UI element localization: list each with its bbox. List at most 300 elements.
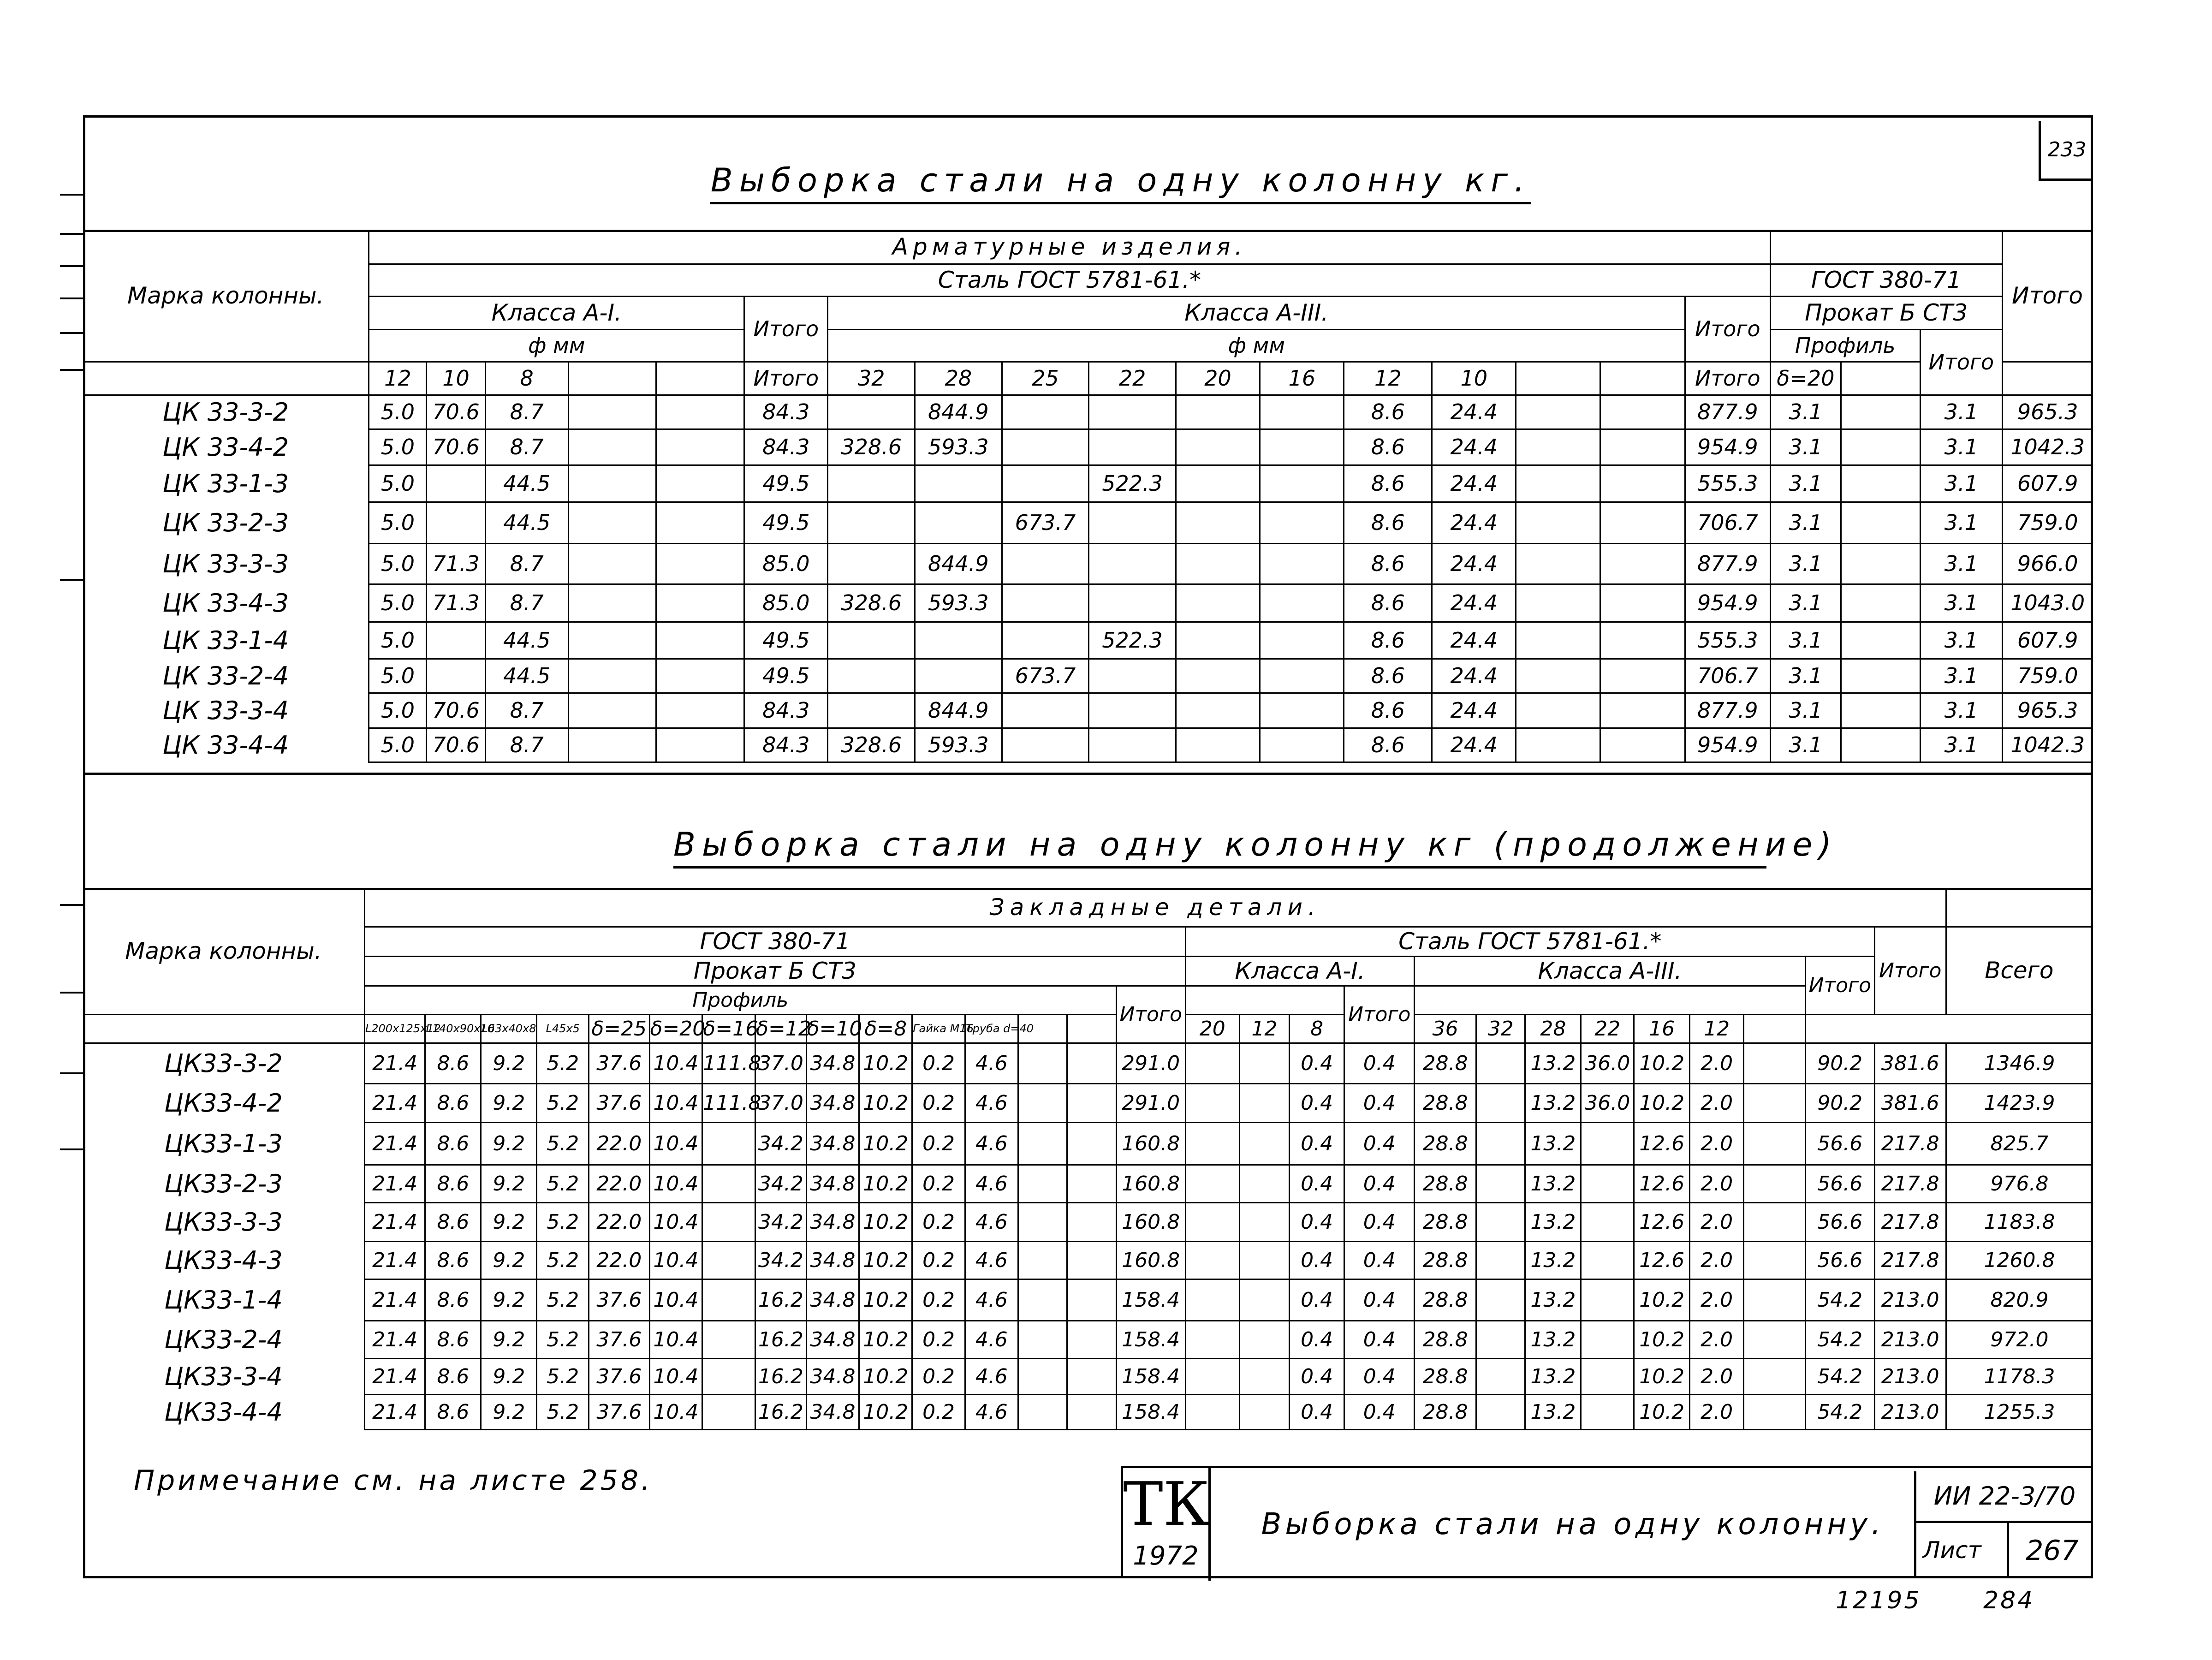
col-header-mark: Марка колонны. <box>83 889 364 1014</box>
table-cell <box>1600 502 1685 543</box>
diam-cell: 32 <box>1476 1014 1525 1043</box>
table-cell <box>1516 395 1600 429</box>
table-cell <box>1002 622 1089 659</box>
row-mark: ЦК33-1-3 <box>83 1122 364 1165</box>
table-cell: 54.2 <box>1805 1321 1874 1358</box>
table-cell: 4.6 <box>965 1321 1018 1358</box>
row-mark: ЦК33-2-3 <box>83 1165 364 1202</box>
document-code: ИИ 22-3/70 <box>1914 1471 2093 1523</box>
table-cell: 3.1 <box>1770 465 1841 502</box>
diam-cell: 25 <box>1002 362 1089 395</box>
table-cell: 0.2 <box>912 1083 965 1122</box>
table-cell: 21.4 <box>364 1122 425 1165</box>
table-cell <box>1841 659 1921 693</box>
table-cell: 0.4 <box>1290 1321 1344 1358</box>
diam-cell: 8 <box>485 362 568 395</box>
table-cell: 0.4 <box>1290 1083 1344 1122</box>
table-cell <box>702 1241 755 1279</box>
margin-tick <box>60 265 83 267</box>
table-cell: 28.8 <box>1415 1043 1476 1083</box>
table-cell: 54.2 <box>1805 1279 1874 1321</box>
table-cell: 966.0 <box>2002 543 2092 584</box>
table-cell: 213.0 <box>1874 1394 1946 1429</box>
col-header-diam-a1: ф мм <box>369 329 744 362</box>
profile-col: L45x5 <box>537 1014 589 1043</box>
table-cell: 8.6 <box>1344 728 1432 762</box>
table-cell: 34.2 <box>755 1122 807 1165</box>
table-cell: 0.4 <box>1344 1165 1415 1202</box>
table-cell: 158.4 <box>1116 1394 1185 1429</box>
table-cell <box>915 659 1002 693</box>
table-cell: 10.2 <box>859 1321 912 1358</box>
table-cell <box>1516 659 1600 693</box>
table-cell: 10.4 <box>649 1279 702 1321</box>
table-cell <box>1239 1122 1290 1165</box>
diam-cell <box>1600 362 1685 395</box>
diam-cell: 12 <box>1239 1014 1290 1043</box>
table-cell <box>1581 1394 1634 1429</box>
table-cell: 9.2 <box>481 1202 537 1241</box>
empty-cell <box>83 1014 364 1043</box>
table-cell: 8.6 <box>1344 502 1432 543</box>
col-header-steel: Сталь ГОСТ 5781-61.* <box>1185 927 1874 956</box>
table-cell: 5.0 <box>369 543 427 584</box>
table-cell: 49.5 <box>744 465 828 502</box>
table-cell: 37.6 <box>589 1394 649 1429</box>
table-row <box>83 728 2093 762</box>
table-cell: 954.9 <box>1685 728 1770 762</box>
table-cell <box>1841 395 1921 429</box>
table-cell: 0.4 <box>1290 1043 1344 1083</box>
table-cell: 13.2 <box>1525 1122 1581 1165</box>
table-cell: 8.6 <box>425 1279 481 1321</box>
table-cell: 3.1 <box>1770 728 1841 762</box>
row-mark: ЦК33-3-2 <box>83 1043 364 1083</box>
table-cell: 44.5 <box>485 465 568 502</box>
row-mark: ЦК 33-3-2 <box>83 395 369 429</box>
table-cell: 10.2 <box>859 1202 912 1241</box>
table-cell <box>1185 1394 1239 1429</box>
table-cell: 24.4 <box>1432 622 1516 659</box>
table-cell: 3.1 <box>1920 502 2002 543</box>
table-cell: 5.2 <box>537 1394 589 1429</box>
table-cell <box>1600 693 1685 728</box>
table-cell: 1178.3 <box>1946 1358 2092 1394</box>
table-cell: 8.7 <box>485 584 568 622</box>
table-cell: 9.2 <box>481 1321 537 1358</box>
table-cell: 10.2 <box>1634 1358 1690 1394</box>
table-cell <box>828 395 915 429</box>
table-cell: 2.0 <box>1690 1083 1744 1122</box>
table-cell <box>656 584 744 622</box>
diam-cell: 36 <box>1415 1014 1476 1043</box>
table-row <box>83 1165 2093 1202</box>
row-mark: ЦК33-4-4 <box>83 1394 364 1429</box>
table-cell: 12.6 <box>1634 1165 1690 1202</box>
table-cell: 8.6 <box>1344 659 1432 693</box>
diam-cell: 16 <box>1634 1014 1690 1043</box>
table-cell <box>1067 1241 1116 1279</box>
table-cell <box>1476 1358 1525 1394</box>
col-header-itogo: Итого <box>1874 927 1946 1014</box>
table-cell: 381.6 <box>1874 1083 1946 1122</box>
table-cell: 965.3 <box>2002 693 2092 728</box>
table-cell <box>1600 622 1685 659</box>
col-header-subtotal-a3-2: Итого <box>1685 362 1770 395</box>
table-cell: 10.2 <box>1634 1321 1690 1358</box>
table-cell <box>1089 659 1176 693</box>
table-cell: 71.3 <box>427 543 485 584</box>
table-cell <box>1516 465 1600 502</box>
table-cell: 5.2 <box>537 1279 589 1321</box>
table-cell: 3.1 <box>1920 659 2002 693</box>
table-cell: 3.1 <box>1920 395 2002 429</box>
table-cell <box>1581 1241 1634 1279</box>
publish-year: 1972 <box>1133 1541 1199 1571</box>
table-cell: 0.2 <box>912 1165 965 1202</box>
table-cell: 56.6 <box>1805 1202 1874 1241</box>
table-cell <box>1260 429 1344 465</box>
table-cell: 8.7 <box>485 728 568 762</box>
table-cell: 34.8 <box>806 1358 859 1394</box>
table-cell: 8.6 <box>425 1043 481 1083</box>
footer-page-number: 284 <box>1983 1587 2035 1614</box>
table-cell: 12.6 <box>1634 1241 1690 1279</box>
publisher-box <box>1123 1468 1211 1581</box>
table-cell: 5.2 <box>537 1241 589 1279</box>
table-cell <box>1476 1043 1525 1083</box>
table-cell: 84.3 <box>744 693 828 728</box>
table-cell <box>1260 502 1344 543</box>
col-header-subtotal-a1: Итого <box>1344 986 1415 1043</box>
table-cell <box>1841 622 1921 659</box>
table-cell: 10.2 <box>859 1043 912 1083</box>
table-cell: 10.2 <box>1634 1279 1690 1321</box>
table-cell: 8.6 <box>425 1321 481 1358</box>
table-cell: 8.6 <box>1344 543 1432 584</box>
col-header-class-a1: Класса А-I. <box>369 296 744 329</box>
diam-cell: 22 <box>1581 1014 1634 1043</box>
table-cell: 158.4 <box>1116 1358 1185 1394</box>
table-cell: 5.0 <box>369 728 427 762</box>
table-cell: 0.2 <box>912 1358 965 1394</box>
table-cell: 381.6 <box>1874 1043 1946 1083</box>
table-cell <box>1476 1394 1525 1429</box>
table-cell: 3.1 <box>1920 728 2002 762</box>
table-row <box>83 395 2093 429</box>
table-cell: 10.4 <box>649 1083 702 1122</box>
table-cell <box>1476 1321 1525 1358</box>
table-cell: 16.2 <box>755 1358 807 1394</box>
empty-cell <box>1415 986 1805 1014</box>
table-cell <box>1176 543 1260 584</box>
table-cell <box>1185 1165 1239 1202</box>
row-mark: ЦК 33-4-3 <box>83 584 369 622</box>
table-cell: 36.0 <box>1581 1043 1634 1083</box>
table-row <box>83 659 2093 693</box>
table-cell: 607.9 <box>2002 465 2092 502</box>
table-cell: 555.3 <box>1685 465 1770 502</box>
table-cell: 8.7 <box>485 693 568 728</box>
table-cell <box>1067 1321 1116 1358</box>
table-cell: 9.2 <box>481 1241 537 1279</box>
table-cell <box>1260 728 1344 762</box>
table-row <box>83 465 2093 502</box>
table-cell: 4.6 <box>965 1083 1018 1122</box>
table-cell: 24.4 <box>1432 659 1516 693</box>
table-cell: 673.7 <box>1002 659 1089 693</box>
table-cell <box>1600 543 1685 584</box>
table-cell <box>1516 584 1600 622</box>
table-cell: 0.4 <box>1344 1241 1415 1279</box>
table-cell: 593.3 <box>915 728 1002 762</box>
table-cell <box>702 1358 755 1394</box>
table-cell: 0.4 <box>1344 1358 1415 1394</box>
margin-tick <box>60 1072 83 1074</box>
col-header-subtotal-steel: Итого <box>1805 956 1874 1014</box>
table-cell: 217.8 <box>1874 1241 1946 1279</box>
table-cell: 4.6 <box>965 1165 1018 1202</box>
table-cell: 5.2 <box>537 1122 589 1165</box>
table-cell <box>915 622 1002 659</box>
table2-title: Выборка стали на одну колонну кг (продолжение) <box>673 826 1766 869</box>
table-cell: 56.6 <box>1805 1165 1874 1202</box>
table-cell <box>1018 1122 1067 1165</box>
table1-title: Выборка стали на одну колонну кг. <box>710 161 1531 204</box>
table-cell <box>1260 584 1344 622</box>
table-cell <box>702 1122 755 1165</box>
table-cell <box>1176 659 1260 693</box>
table-cell: 34.8 <box>806 1122 859 1165</box>
table-cell: 0.2 <box>912 1043 965 1083</box>
table-cell <box>1476 1083 1525 1122</box>
table-cell: 5.2 <box>537 1202 589 1241</box>
profile-cell: δ=20 <box>1770 362 1841 395</box>
table-cell: 34.2 <box>755 1202 807 1241</box>
table-cell: 28.8 <box>1415 1394 1476 1429</box>
profile-col: δ=20 <box>649 1014 702 1043</box>
diam-cell: 28 <box>1525 1014 1581 1043</box>
table-cell <box>828 622 915 659</box>
table-cell: 328.6 <box>828 584 915 622</box>
table-cell: 34.8 <box>806 1394 859 1429</box>
table-cell <box>1841 693 1921 728</box>
profile-col: δ=25 <box>589 1014 649 1043</box>
table-cell: 3.1 <box>1920 584 2002 622</box>
table-cell <box>1239 1321 1290 1358</box>
table-cell: 3.1 <box>1920 693 2002 728</box>
table-cell: 5.0 <box>369 622 427 659</box>
table-cell: 3.1 <box>1770 584 1841 622</box>
table-cell: 555.3 <box>1685 622 1770 659</box>
table-cell <box>656 543 744 584</box>
table-row <box>83 1043 2093 1083</box>
table-cell: 34.8 <box>806 1165 859 1202</box>
table-cell: 13.2 <box>1525 1279 1581 1321</box>
col-header-mark: Марка колонны. <box>83 231 369 362</box>
table-cell <box>1018 1394 1067 1429</box>
table-cell: 90.2 <box>1805 1083 1874 1122</box>
table-cell: 0.4 <box>1344 1083 1415 1122</box>
table-cell <box>1018 1202 1067 1241</box>
diam-cell <box>656 362 744 395</box>
table-cell: 28.8 <box>1415 1122 1476 1165</box>
table-cell: 3.1 <box>1920 622 2002 659</box>
table-cell: 10.2 <box>859 1358 912 1394</box>
table-cell: 16.2 <box>755 1394 807 1429</box>
row-mark: ЦК 33-2-4 <box>83 659 369 693</box>
table-cell: 328.6 <box>828 728 915 762</box>
table-cell: 16.2 <box>755 1279 807 1321</box>
table-cell: 593.3 <box>915 429 1002 465</box>
table-cell: 34.8 <box>806 1083 859 1122</box>
table-cell: 21.4 <box>364 1321 425 1358</box>
margin-tick <box>60 297 83 299</box>
table-cell <box>1067 1122 1116 1165</box>
col-header-group: Закладные детали. <box>364 889 1946 927</box>
table-cell: 16.2 <box>755 1321 807 1358</box>
row-mark: ЦК 33-3-3 <box>83 543 369 584</box>
table-cell <box>1581 1358 1634 1394</box>
table-cell <box>1581 1321 1634 1358</box>
table-cell: 56.6 <box>1805 1241 1874 1279</box>
table-cell <box>1260 465 1344 502</box>
table-cell: 2.0 <box>1690 1321 1744 1358</box>
table-cell <box>1476 1122 1525 1165</box>
table-cell: 5.0 <box>369 465 427 502</box>
table-cell: 158.4 <box>1116 1279 1185 1321</box>
table-cell <box>1089 693 1176 728</box>
table-cell: 8.7 <box>485 395 568 429</box>
table-cell: 4.6 <box>965 1279 1018 1321</box>
table-cell: 1255.3 <box>1946 1394 2092 1429</box>
table-cell: 37.0 <box>755 1083 807 1122</box>
section-rule <box>83 773 2093 775</box>
table-cell: 5.0 <box>369 659 427 693</box>
table-cell: 2.0 <box>1690 1122 1744 1165</box>
profile-col: δ=8 <box>859 1014 912 1043</box>
publisher-logo: ТК <box>1123 1469 1210 1539</box>
table-cell: 3.1 <box>1770 622 1841 659</box>
table-cell: 0.4 <box>1344 1122 1415 1165</box>
table-cell <box>1260 395 1344 429</box>
diam-cell: 8 <box>1290 1014 1344 1043</box>
table-cell: 10.2 <box>859 1083 912 1122</box>
table-cell <box>568 584 656 622</box>
empty-cell <box>1770 231 2002 264</box>
margin-tick <box>60 233 83 235</box>
table-cell: 34.2 <box>755 1165 807 1202</box>
table-cell: 9.2 <box>481 1083 537 1122</box>
table-cell: 820.9 <box>1946 1279 2092 1321</box>
table-cell: 8.6 <box>425 1394 481 1429</box>
table-cell: 12.6 <box>1634 1122 1690 1165</box>
table-cell: 328.6 <box>828 429 915 465</box>
table-cell: 10.2 <box>859 1394 912 1429</box>
table-cell <box>1260 659 1344 693</box>
col-header-total: Итого <box>2002 231 2092 362</box>
col-header-diam-a3: ф мм <box>828 329 1685 362</box>
col-header-steel: Сталь ГОСТ 5781-61.* <box>369 264 1770 296</box>
note-text: Примечание см. на листе 258. <box>134 1464 653 1497</box>
table-cell <box>1239 1202 1290 1241</box>
table-cell: 0.2 <box>912 1202 965 1241</box>
table-cell: 28.8 <box>1415 1241 1476 1279</box>
table-cell <box>1089 502 1176 543</box>
table-cell <box>1516 502 1600 543</box>
table-cell <box>1516 429 1600 465</box>
table-cell: 2.0 <box>1690 1358 1744 1394</box>
row-mark: ЦК33-4-3 <box>83 1241 364 1279</box>
table-cell <box>568 622 656 659</box>
table-cell <box>1516 622 1600 659</box>
margin-tick <box>60 992 83 994</box>
table-cell <box>1018 1165 1067 1202</box>
col-header-class-a3: Класса А-III. <box>1415 956 1805 986</box>
profile-col: L140x90x10 <box>425 1014 481 1043</box>
table-cell <box>656 693 744 728</box>
table-embedded-parts <box>83 889 2093 1430</box>
diam-cell: 20 <box>1185 1014 1239 1043</box>
table-cell: 160.8 <box>1116 1122 1185 1165</box>
margin-tick <box>60 904 83 906</box>
empty-cell <box>2002 362 2092 395</box>
table-cell <box>1516 693 1600 728</box>
table-cell <box>427 622 485 659</box>
table-cell: 49.5 <box>744 502 828 543</box>
table-cell <box>1841 502 1921 543</box>
table-cell <box>1841 429 1921 465</box>
table-cell: 10.2 <box>859 1241 912 1279</box>
table-cell: 0.2 <box>912 1394 965 1429</box>
table-cell: 24.4 <box>1432 395 1516 429</box>
table-cell: 36.0 <box>1581 1083 1634 1122</box>
table-cell: 21.4 <box>364 1394 425 1429</box>
table-cell: 71.3 <box>427 584 485 622</box>
table-cell: 5.2 <box>537 1083 589 1122</box>
table-cell <box>702 1279 755 1321</box>
table-cell: 84.3 <box>744 728 828 762</box>
table-cell: 0.4 <box>1290 1165 1344 1202</box>
col-header-class-a3: Класса А-III. <box>828 296 1685 329</box>
profile-col <box>1067 1014 1116 1043</box>
empty-cell <box>1946 889 2092 927</box>
table-cell <box>1239 1241 1290 1279</box>
table-cell <box>568 502 656 543</box>
margin-tick <box>60 579 83 581</box>
table-cell <box>1744 1241 1806 1279</box>
table-cell: 90.2 <box>1805 1043 1874 1083</box>
sheet-label: Лист <box>1923 1537 1981 1564</box>
table-cell <box>568 543 656 584</box>
table-cell: 9.2 <box>481 1165 537 1202</box>
table-cell: 0.4 <box>1290 1394 1344 1429</box>
table-cell: 37.6 <box>589 1043 649 1083</box>
table-row <box>83 1321 2093 1358</box>
page-number: 233 <box>2039 121 2093 181</box>
table-cell: 706.7 <box>1685 659 1770 693</box>
table-cell: 21.4 <box>364 1083 425 1122</box>
table-cell <box>1176 502 1260 543</box>
table-cell: 2.0 <box>1690 1241 1744 1279</box>
table-cell: 522.3 <box>1089 622 1176 659</box>
table-cell: 0.4 <box>1344 1394 1415 1429</box>
diam-cell <box>568 362 656 395</box>
table-cell <box>828 659 915 693</box>
table-cell <box>656 659 744 693</box>
table-cell: 844.9 <box>915 693 1002 728</box>
table-cell: 24.4 <box>1432 502 1516 543</box>
